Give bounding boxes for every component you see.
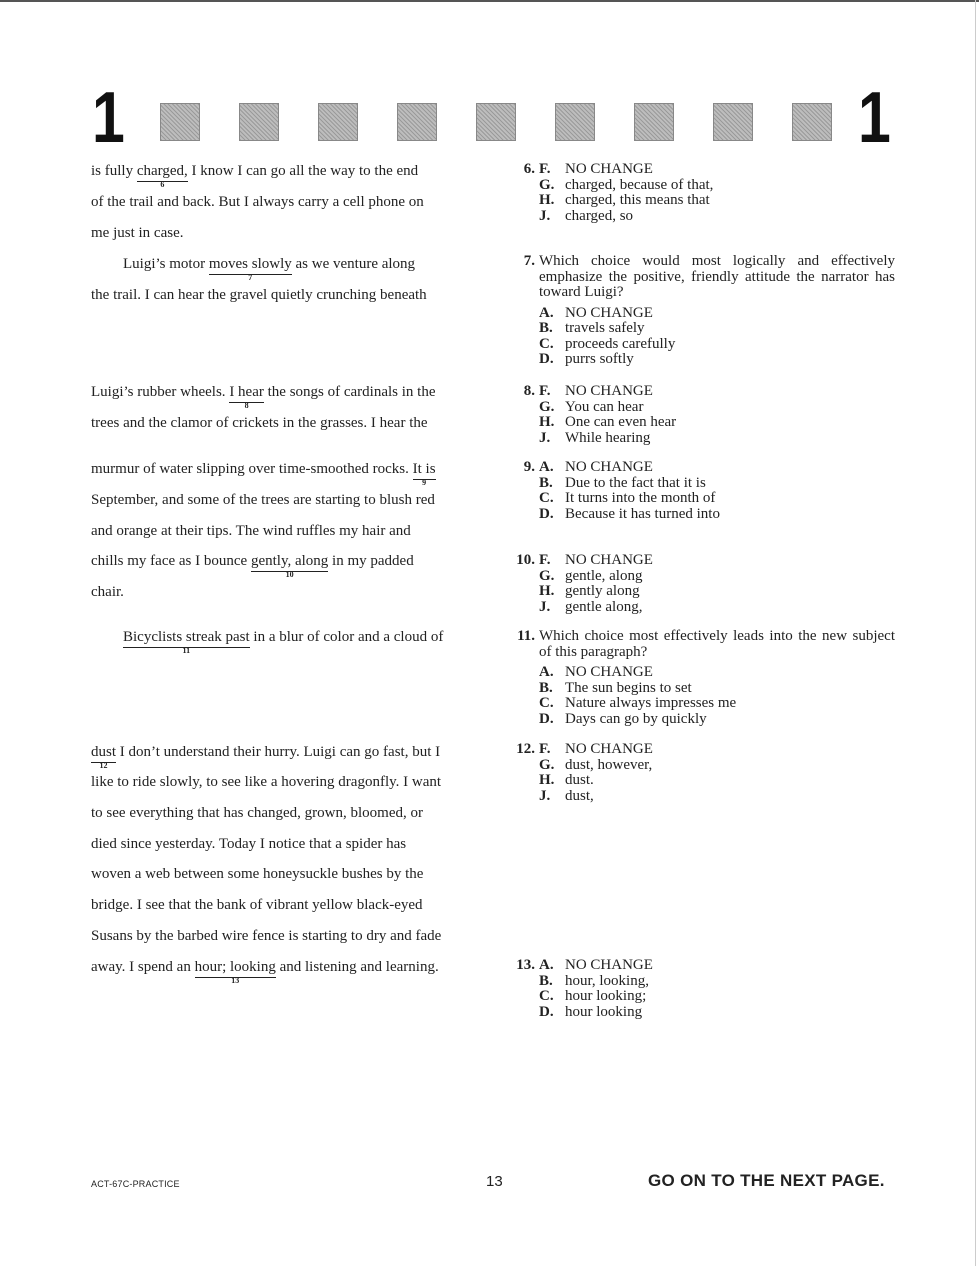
- option-letter: C.: [539, 335, 554, 352]
- underlined-text: I hear: [229, 384, 264, 400]
- passage-text: chair.: [91, 584, 124, 600]
- passage-text: the trail. I can hear the gravel quietly crunching beneath: [91, 287, 427, 303]
- passage-line: [91, 383, 436, 410]
- option-letter: B.: [539, 474, 553, 491]
- passage-line: [91, 773, 441, 791]
- option-text: NO CHANGE: [565, 459, 653, 475]
- passage-text: the songs of cardinals in the: [263, 384, 436, 400]
- option-letter: A.: [539, 957, 554, 973]
- question-number: 13.: [516, 957, 535, 973]
- passage-line: [91, 162, 419, 189]
- option-text: dust, however,: [565, 756, 653, 773]
- top-border: [0, 0, 979, 2]
- answer-option[interactable]: [539, 974, 653, 990]
- option-text: NO CHANGE: [565, 383, 653, 399]
- answer-option[interactable]: [539, 958, 653, 974]
- header-block: [318, 103, 358, 141]
- passage-text: of the trail and back. But I always carry a cell phone on: [91, 194, 424, 210]
- question: [508, 162, 713, 224]
- passage-line: [91, 865, 423, 883]
- option-letter: C.: [539, 490, 554, 506]
- test-code: ACT-67C-PRACTICE: [91, 1179, 180, 1189]
- question-ref-number: 8: [244, 401, 249, 410]
- option-letter: J.: [539, 787, 551, 804]
- question: [508, 384, 676, 446]
- option-letter: G.: [539, 756, 555, 773]
- option-text: Due to the fact that it is: [565, 474, 706, 491]
- answer-option[interactable]: [539, 352, 895, 368]
- answer-option[interactable]: [539, 178, 713, 194]
- passage-line: [91, 583, 124, 601]
- option-text: charged, this means that: [565, 192, 710, 208]
- answer-option[interactable]: [539, 789, 653, 805]
- answer-option[interactable]: [539, 569, 653, 585]
- passage-text: me just in case.: [91, 225, 184, 241]
- answer-option[interactable]: [539, 337, 895, 353]
- option-text: NO CHANGE: [565, 552, 653, 568]
- option-text: While hearing: [565, 429, 651, 446]
- answer-option[interactable]: [539, 584, 653, 600]
- passage-text: died since yesterday. Today I notice that a spider has: [91, 836, 407, 852]
- passage-text: in my padded: [328, 553, 414, 569]
- question-stem: Which choice would most logically and effectively emphasize the positive, friendly attitude the narrator has toward Luigi?: [539, 253, 895, 300]
- option-letter: J.: [539, 598, 551, 615]
- option-letter: B.: [539, 320, 553, 336]
- option-text: travels safely: [565, 320, 645, 336]
- option-letter: A.: [539, 459, 554, 475]
- passage-text: to see everything that has changed, grown, bloomed, or: [91, 805, 423, 821]
- option-letter: D.: [539, 1003, 554, 1020]
- underlined-text: hour; looking: [194, 959, 276, 975]
- passage-line: [91, 193, 424, 211]
- option-letter: G.: [539, 567, 555, 584]
- option-letter: F.: [539, 741, 551, 757]
- passage-text: Susans by the barbed wire fence is starting to dry and fade: [91, 928, 442, 944]
- option-text: NO CHANGE: [565, 957, 653, 973]
- answer-option[interactable]: [539, 600, 653, 616]
- question-number: 7.: [523, 253, 535, 269]
- question: [508, 958, 653, 1020]
- option-letter: F.: [539, 161, 551, 177]
- option-text: dust,: [565, 787, 594, 804]
- option-text: Days can go by quickly: [565, 710, 707, 727]
- underlined-text: dust: [91, 744, 117, 760]
- passage-line: [91, 522, 411, 540]
- question: [508, 254, 895, 368]
- question-ref-number: 10: [285, 570, 294, 579]
- option-letter: F.: [539, 383, 551, 399]
- answer-option[interactable]: [539, 431, 676, 447]
- passage-text: Luigi’s rubber wheels.: [91, 384, 230, 400]
- passage-line: [123, 628, 444, 655]
- underlined-portion: [250, 552, 329, 579]
- answer-option[interactable]: [539, 742, 653, 758]
- underlined-portion: [229, 383, 264, 410]
- answer-option[interactable]: [539, 989, 653, 1005]
- header-block: [634, 103, 674, 141]
- option-text: hour looking: [565, 1003, 643, 1020]
- answer-option[interactable]: [539, 415, 676, 431]
- passage-line: [91, 552, 414, 579]
- passage-text: chills my face as I bounce: [91, 553, 251, 569]
- question: [508, 742, 653, 804]
- header-block: [555, 103, 595, 141]
- option-text: hour, looking,: [565, 972, 649, 989]
- option-letter: C.: [539, 988, 554, 1004]
- passage-text: murmur of water slipping over time-smoothed rocks.: [91, 461, 413, 477]
- section-number-left: 1: [92, 78, 125, 158]
- underlined-portion: [208, 255, 292, 282]
- underlined-text: moves slowly: [208, 256, 292, 272]
- answer-option[interactable]: [539, 162, 713, 178]
- underlined-text: It is: [412, 461, 436, 477]
- option-letter: C.: [539, 695, 554, 711]
- answer-option[interactable]: [539, 476, 720, 492]
- option-text: NO CHANGE: [565, 161, 653, 177]
- answer-option[interactable]: [539, 712, 895, 728]
- passage-line: [91, 958, 439, 985]
- passage-text: bridge. I see that the bank of vibrant yellow black-eyed: [91, 897, 423, 913]
- header-block: [239, 103, 279, 141]
- header-block: [397, 103, 437, 141]
- answer-option[interactable]: [539, 193, 713, 209]
- option-letter: B.: [539, 679, 553, 696]
- underlined-portion: [194, 958, 276, 985]
- option-text: gentle along,: [565, 598, 643, 615]
- answer-option[interactable]: [539, 384, 676, 400]
- underlined-text: charged,: [136, 163, 188, 179]
- header-block: [160, 103, 200, 141]
- passage-line: [91, 804, 423, 822]
- answer-option[interactable]: [539, 491, 720, 507]
- passage-text: in a blur of color and a cloud of: [249, 629, 444, 645]
- option-text: hour looking;: [565, 988, 647, 1004]
- section-number-right: 1: [858, 78, 891, 158]
- underlined-portion: [123, 628, 250, 655]
- passage-line: [91, 286, 427, 304]
- option-text: charged, because of that,: [565, 176, 714, 193]
- question-number: 6.: [523, 161, 535, 177]
- page-number: 13: [486, 1173, 503, 1190]
- option-letter: A.: [539, 664, 554, 680]
- passage-line: [91, 927, 441, 945]
- option-text: charged, so: [565, 207, 634, 224]
- option-letter: G.: [539, 398, 555, 415]
- option-text: It turns into the month of: [565, 490, 716, 506]
- option-letter: J.: [539, 429, 551, 446]
- option-letter: J.: [539, 207, 551, 224]
- answer-option[interactable]: [539, 400, 676, 416]
- option-letter: A.: [539, 304, 554, 321]
- question-number: 10.: [516, 552, 535, 568]
- question: [508, 553, 653, 615]
- answer-option[interactable]: [539, 758, 653, 774]
- option-text: gently along: [565, 583, 640, 599]
- option-text: gentle, along: [565, 567, 643, 584]
- question-ref-number: 12: [99, 761, 108, 770]
- underlined-portion: [412, 460, 436, 487]
- option-letter: H.: [539, 192, 555, 208]
- passage-text: as we venture along: [291, 256, 416, 272]
- option-letter: G.: [539, 176, 555, 193]
- question-number: 12.: [516, 741, 535, 757]
- question-ref-number: 7: [248, 273, 253, 282]
- passage-text: Luigi’s motor: [123, 256, 209, 272]
- next-page-notice: GO ON TO THE NEXT PAGE.: [648, 1171, 885, 1190]
- option-text: NO CHANGE: [565, 741, 653, 757]
- question-ref-number: 6: [160, 180, 165, 189]
- answer-option[interactable]: [539, 321, 895, 337]
- answer-option[interactable]: [539, 665, 895, 681]
- passage-line: [91, 896, 423, 914]
- passage-text: woven a web between some honeysuckle bushes by the: [91, 866, 424, 882]
- option-text: dust.: [565, 772, 594, 788]
- option-text: Because it has turned into: [565, 505, 720, 522]
- option-text: NO CHANGE: [565, 664, 653, 680]
- option-letter: H.: [539, 772, 555, 788]
- option-letter: D.: [539, 505, 554, 522]
- passage-line: [91, 491, 435, 509]
- option-letter: D.: [539, 351, 554, 367]
- option-letter: F.: [539, 552, 551, 568]
- option-letter: H.: [539, 414, 555, 430]
- answer-option[interactable]: [539, 553, 653, 569]
- question-ref-number: 13: [231, 976, 240, 985]
- option-text: The sun begins to set: [565, 679, 692, 696]
- option-text: purrs softly: [565, 351, 634, 367]
- answer-option[interactable]: [539, 773, 653, 789]
- question-number: 9.: [523, 459, 535, 475]
- underlined-portion: [136, 162, 188, 189]
- underlined-portion: [91, 743, 117, 770]
- option-letter: B.: [539, 972, 553, 989]
- answer-option[interactable]: [539, 1005, 653, 1021]
- option-text: You can hear: [565, 398, 644, 415]
- passage-text: and listening and learning.: [275, 959, 439, 975]
- header-block: [713, 103, 753, 141]
- passage-text: away. I spend an: [91, 959, 195, 975]
- option-text: NO CHANGE: [565, 304, 653, 321]
- passage-text: and orange at their tips. The wind ruffles my hair and: [91, 523, 411, 539]
- passage-text: like to ride slowly, to see like a hovering dragonfly. I want: [91, 774, 442, 790]
- answer-option[interactable]: [539, 507, 720, 523]
- header-block: [476, 103, 516, 141]
- answer-option[interactable]: [539, 306, 895, 322]
- option-text: proceeds carefully: [565, 335, 676, 352]
- question: [508, 629, 895, 727]
- question-number: 8.: [523, 383, 535, 399]
- question-stem: Which choice most effectively leads into the new subject of this paragraph?: [539, 628, 895, 660]
- question-ref-number: 11: [182, 646, 191, 655]
- answer-option[interactable]: [539, 696, 895, 712]
- passage-text: is fully: [91, 163, 137, 179]
- option-text: One can even hear: [565, 414, 677, 430]
- question-ref-number: 9: [422, 478, 427, 487]
- option-text: Nature always impresses me: [565, 695, 737, 711]
- option-letter: D.: [539, 710, 554, 727]
- passage-line: [91, 460, 436, 487]
- passage-text: trees and the clamor of crickets in the grasses. I hear the: [91, 415, 428, 431]
- passage-line: [91, 224, 183, 242]
- passage-text: September, and some of the trees are starting to blush red: [91, 492, 435, 508]
- underlined-text: Bicyclists streak past: [123, 629, 250, 645]
- passage-text: I know I can go all the way to the end: [187, 163, 419, 179]
- answer-option[interactable]: [539, 681, 895, 697]
- passage-text: I don’t understand their hurry. Luigi can go fast, but I: [116, 744, 441, 760]
- header-block: [792, 103, 832, 141]
- question-number: 11.: [517, 628, 535, 644]
- passage-line: [123, 255, 416, 282]
- answer-option[interactable]: [539, 209, 713, 225]
- underlined-text: gently, along: [250, 553, 329, 569]
- answer-option[interactable]: [539, 460, 720, 476]
- question: [508, 460, 720, 522]
- passage-line: [91, 835, 406, 853]
- option-letter: H.: [539, 583, 555, 599]
- passage-line: [91, 414, 428, 432]
- right-border: [975, 0, 976, 1266]
- passage-line: [91, 743, 441, 770]
